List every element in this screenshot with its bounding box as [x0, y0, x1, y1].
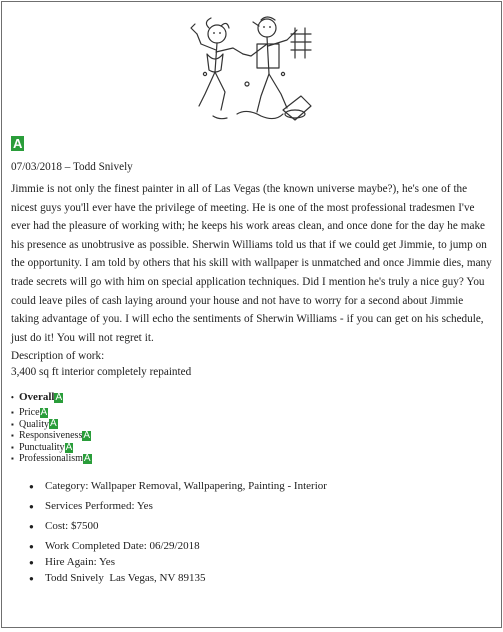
rating-grade-badge: A	[83, 429, 91, 441]
detail-cost	[29, 520, 492, 533]
bullet-icon: ▪	[11, 419, 14, 429]
detail-category	[29, 480, 492, 493]
bullet-icon: ●	[29, 501, 34, 511]
ratings-list	[11, 392, 492, 465]
bullet-icon: •	[11, 393, 14, 403]
detail-hire-again	[29, 556, 492, 569]
bullet-icon: ●	[29, 521, 34, 531]
detail-text: Todd Snively Las Vegas, NV 89135	[45, 571, 206, 584]
bullet-icon: ●	[29, 541, 34, 551]
rating-grade-badge: A	[50, 418, 57, 430]
bullet-icon: ●	[29, 557, 34, 567]
rating-label: Professionalism	[19, 453, 83, 465]
rating-label: Overall	[19, 391, 55, 404]
description-label: Description of work:	[11, 350, 105, 363]
rating-label: Quality	[19, 418, 49, 430]
rating-quality	[11, 419, 492, 431]
bullet-icon: ▪	[11, 431, 14, 441]
detail-text: Cost: $7500	[45, 519, 99, 532]
review-date-author: 07/03/2018 – Todd Snively	[11, 161, 133, 173]
bullet-icon: ▪	[11, 442, 14, 452]
bullet-icon: ●	[29, 573, 34, 583]
review-body: Jimmie is not only the finest painter in all of Las Vegas (the known universe maybe?), he's one of the nicest guys you'll ever have the privilege of meeting. He is one of the most professional tradesmen I've ever had the pleasure of working with; he keeps his work areas clean, and once done for the day he make his presence as unobtrusive as possible. Sherwin Williams told us that if we could get Jimmie, to jump on the opportunity. I am told by others that his skill with wallpaper is unmatched and once Jimmie dies, many trade secrets will go with him on special application techniques. Did I mention he's truly a nice guy? You could leave piles of cash laying around your house and not have to worry for a second about Jimmie taking advantage of you. I will echo the sentiments of Sherwin Williams - if you can get on his schedule, just do it! You will not regret it.	[11, 183, 492, 344]
rating-professionalism	[11, 453, 492, 465]
detail-text: Work Completed Date: 06/29/2018	[45, 539, 200, 552]
detail-text: Category: Wallpaper Removal, Wallpapering, Painting - Interior	[45, 479, 327, 492]
rating-grade-badge: A	[65, 441, 73, 453]
job-details-list	[11, 480, 492, 585]
bullet-icon: ●	[29, 481, 34, 491]
rating-label: Price	[19, 406, 40, 418]
bullet-icon: ▪	[11, 454, 14, 464]
rating-grade-badge: A	[55, 392, 63, 404]
rating-responsiveness	[11, 430, 492, 442]
rating-grade-badge: A	[83, 453, 91, 465]
rating-label: Responsiveness	[19, 430, 83, 442]
rating-label: Punctuality	[19, 441, 65, 453]
detail-services-performed	[29, 500, 492, 513]
rating-punctuality	[11, 442, 492, 454]
detail-text: Services Performed: Yes	[45, 499, 153, 512]
rating-overall	[11, 392, 492, 404]
detail-reviewer-location	[29, 572, 492, 585]
overall-grade-badge: A	[13, 136, 23, 151]
rating-price	[11, 407, 492, 419]
rating-grade-badge: A	[40, 406, 48, 418]
detail-text: Hire Again: Yes	[45, 555, 115, 568]
description-text: 3,400 sq ft interior completely repainted	[11, 366, 192, 379]
bullet-icon: ▪	[11, 407, 14, 417]
detail-completed-date	[29, 540, 492, 553]
review-page	[1, 1, 502, 628]
cartoon-painters-illustration-icon	[187, 14, 317, 126]
